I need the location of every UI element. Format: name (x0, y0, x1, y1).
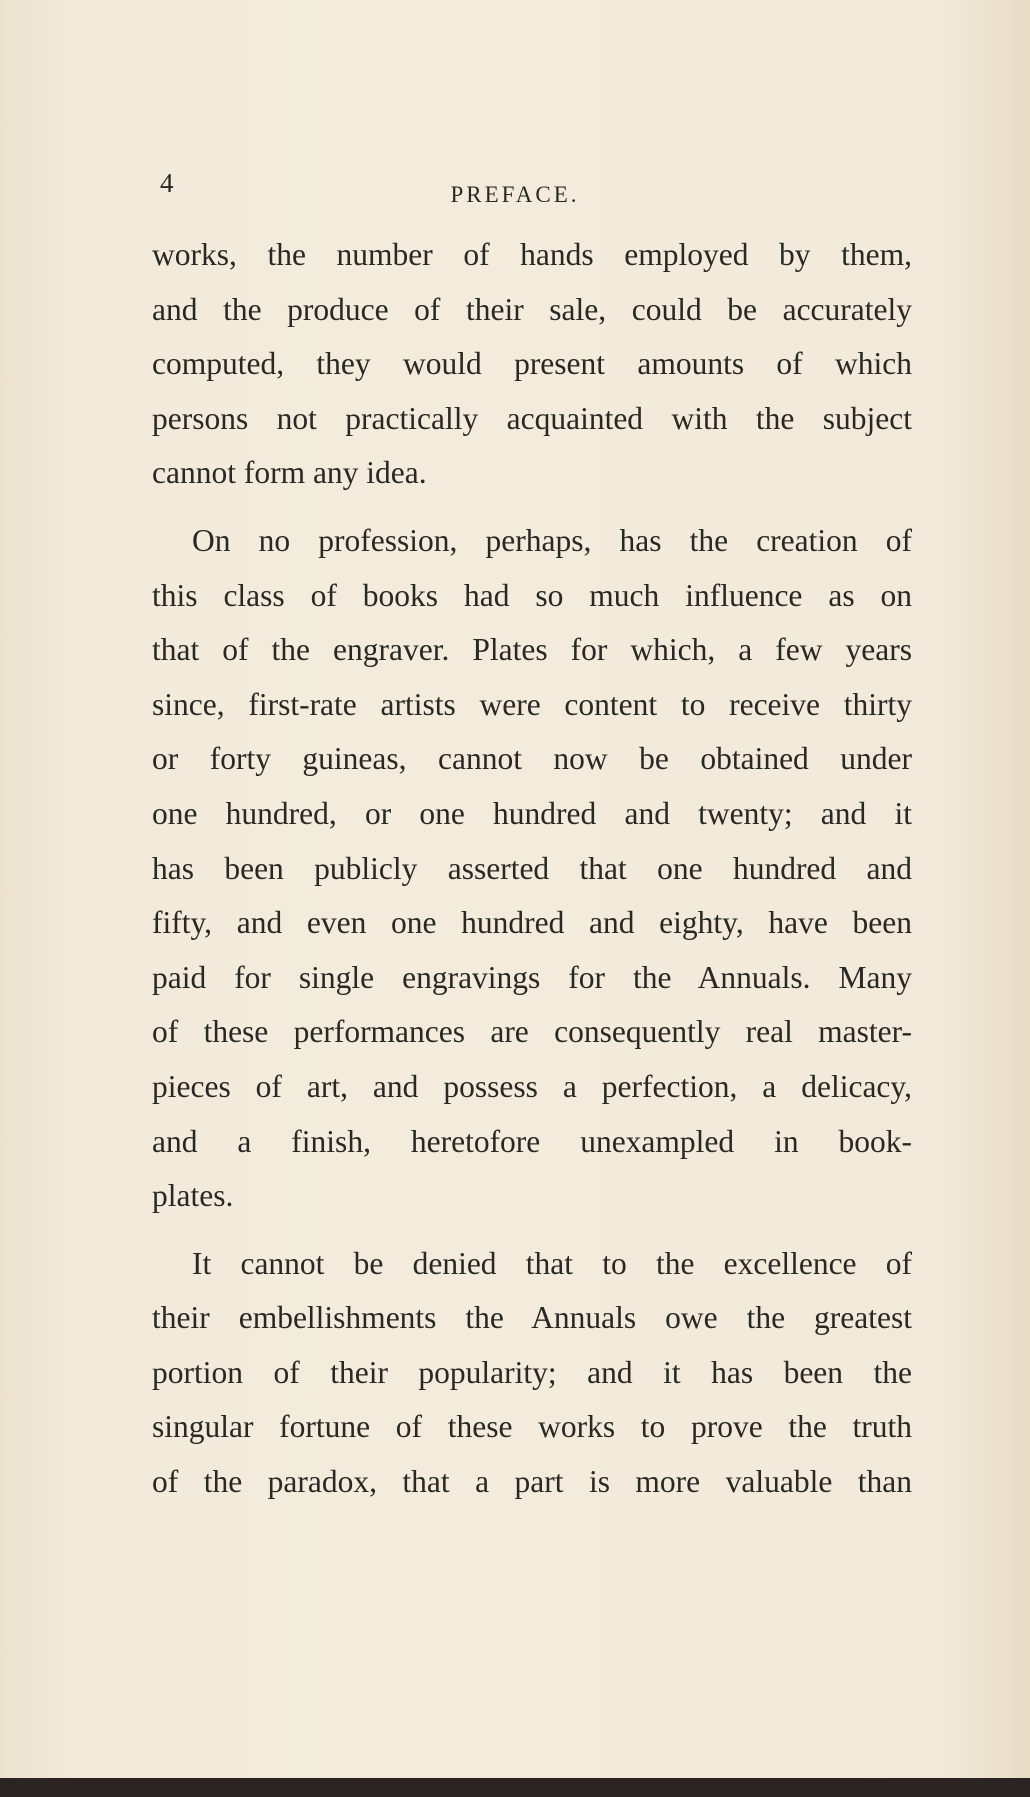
text-line: computed, they would present amounts of which (152, 346, 912, 382)
page-number: 4 (160, 168, 174, 198)
text-line: cannot form any idea. (152, 455, 427, 491)
text-line: or forty guineas, cannot now be obtained under (152, 741, 912, 777)
text-line: persons not practically acquainted with the subject (152, 400, 912, 436)
body-text (152, 228, 912, 1523)
text-line: since, first-rate artists were content to receive thirty (152, 686, 912, 722)
text-line: their embellishments the Annuals owe the greatest (152, 1300, 912, 1336)
text-line: works, the number of hands employed by them, (152, 237, 912, 272)
text-line: has been publicly asserted that one hundred and (152, 850, 912, 886)
text-line: that of the engraver. Plates for which, a few years (152, 632, 912, 668)
text-line: and a finish, heretofore unexampled in book- (152, 1123, 912, 1159)
text-line: On no profession, perhaps, has the creation of (192, 522, 912, 558)
text-line: It cannot be denied that to the excellence of (192, 1245, 912, 1281)
text-line: plates. (152, 1178, 234, 1214)
text-line: this class of books had so much influence as on (152, 577, 912, 613)
paragraph (152, 1237, 912, 1510)
page-bottom-edge (0, 1778, 1030, 1797)
paragraph (152, 514, 912, 1224)
text-line: of these performances are consequently real master- (152, 1014, 912, 1050)
text-line: one hundred, or one hundred and twenty; and it (152, 795, 912, 831)
text-line: and the produce of their sale, could be accurately (152, 291, 912, 327)
text-line: singular fortune of these works to prove the truth (152, 1409, 912, 1445)
text-line: fifty, and even one hundred and eighty, have been (152, 905, 912, 941)
text-line: portion of their popularity; and it has been the (152, 1354, 912, 1390)
paragraph (152, 228, 912, 501)
text-line: of the paradox, that a part is more valuable than (152, 1464, 912, 1500)
text-line: pieces of art, and possess a perfection, a delicacy, (152, 1068, 912, 1104)
running-head: PREFACE. (450, 182, 580, 207)
text-line: paid for single engravings for the Annuals. Many (152, 959, 912, 995)
